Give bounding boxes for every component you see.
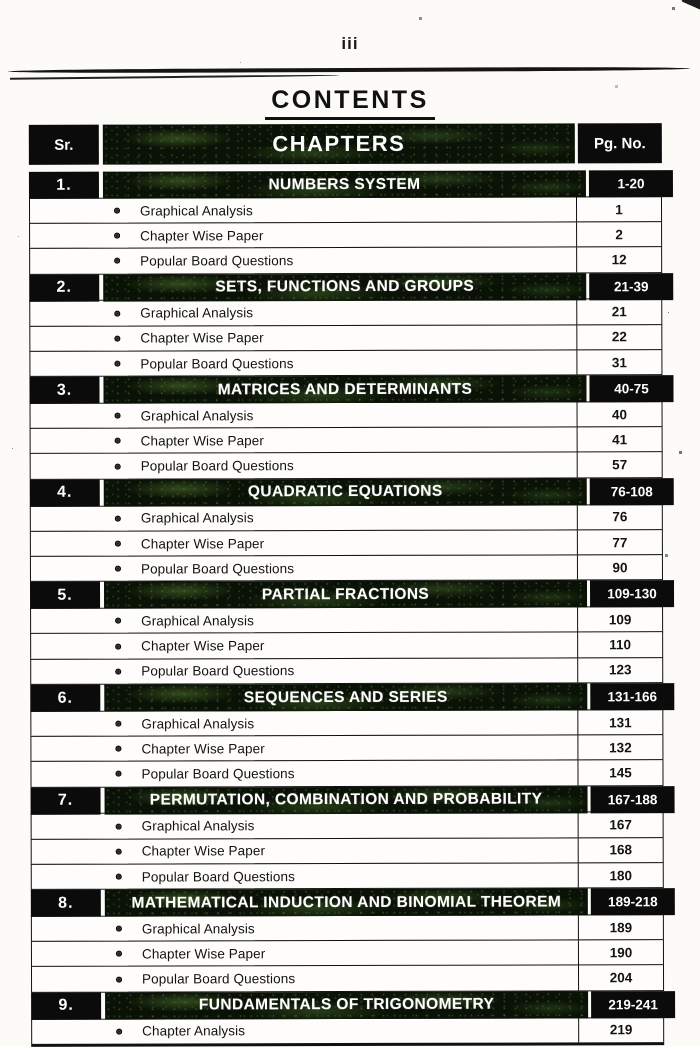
chapter-title-row [29,375,662,404]
bullet-icon [116,951,122,957]
subtopic-label: Chapter Wise Paper [141,740,265,757]
subtopic-label: Popular Board Questions [141,868,295,885]
chapter-title-row [31,991,664,1020]
chapter-page-range: 40-75 [589,375,673,402]
subtopic-row [30,529,663,557]
subtopic-label: Graphical Analysis [141,818,255,834]
subtopic-label-zone [31,715,577,731]
column-header-chapters: CHAPTERS [103,123,575,164]
subtopic-page-number: 76 [577,505,662,530]
page-folio: iii [341,34,359,53]
chapter-serial: 8. [31,890,101,917]
subtopic-row [30,657,663,685]
chapter-page-range: 1-20 [589,170,673,197]
chapter-serial: 3. [29,377,99,404]
header-rule-secondary [10,74,340,79]
subtopic-page-number: 57 [577,453,662,478]
subtopic-page-number: 41 [577,427,662,452]
subtopic-row [30,452,663,480]
chapter-title: FUNDAMENTALS OF TRIGONOMETRY [105,991,588,1019]
chapter-serial: 9. [31,993,101,1020]
subtopic-label: Graphical Analysis [141,715,255,732]
chapter-block [30,683,663,787]
bullet-icon [115,541,121,547]
scan-noise-specks [0,0,1,1]
chapter-title: MATHEMATICAL INDUCTION AND BINOMIAL THEOREM [105,889,588,917]
subtopic-row [30,759,663,787]
subtopic-page-number: 145 [577,760,662,785]
chapter-title: PARTIAL FRACTIONS [104,581,587,609]
bullet-icon [116,1028,122,1034]
subtopic-page-number: 40 [577,402,662,427]
contents-heading [0,86,700,120]
subtopic-page-number: 189 [578,915,663,940]
subtopic-page-number: 190 [578,940,663,965]
chapter-page-range: 21-39 [589,273,673,300]
subtopic-label-zone [32,818,578,834]
subtopic-row [29,246,662,274]
bullet-icon [114,310,120,316]
subtopic-row [30,401,663,429]
bullet-icon [115,721,121,727]
subtopic-label: Chapter Wise Paper [140,227,264,244]
subtopic-label: Popular Board Questions [140,560,295,577]
bullet-icon [116,874,122,880]
chapter-title: NUMBERS SYSTEM [103,170,586,198]
chapter-title-row [30,683,663,712]
subtopic-label: Popular Board Questions [140,253,294,269]
subtopic-page-number: 90 [577,555,662,580]
subtopic-row [30,734,663,762]
chapter-block [29,170,662,274]
subtopic-row [29,196,662,224]
bullet-icon [114,208,120,214]
subtopic-label-zone [31,560,577,576]
subtopic-page-number: 21 [576,300,661,325]
subtopic-label: Popular Board Questions [140,355,294,372]
subtopic-label-zone [30,305,576,321]
subtopic-row [31,1017,664,1047]
subtopic-page-number: 168 [578,838,663,863]
subtopic-label: Chapter Wise Paper [140,330,264,346]
subtopic-row [31,837,664,865]
chapter-serial: 4. [30,479,100,506]
chapter-title: SEQUENCES AND SERIES [104,683,587,711]
subtopic-row [30,632,663,660]
chapter-block [29,375,662,479]
subtopic-row [31,812,664,840]
chapter-page-range: 76-108 [590,478,674,505]
subtopic-page-number: 1 [576,197,661,222]
subtopic-label: Graphical Analysis [140,510,254,526]
subtopic-label-zone [30,227,576,243]
subtopic-label-zone [32,920,578,936]
subtopic-page-number: 123 [577,658,662,683]
subtopic-label-zone [31,638,577,654]
contents-table [29,123,664,1047]
subtopic-label-zone [31,407,577,423]
subtopic-label: Graphical Analysis [140,407,254,424]
chapter-page-range: 189-218 [591,888,675,915]
chapter-block [29,273,662,377]
subtopic-label: Graphical Analysis [141,921,255,937]
subtopic-row [29,349,662,377]
bullet-icon [115,771,121,777]
chapter-block [31,786,664,890]
subtopic-label-zone [31,765,577,781]
subtopic-row [30,606,663,634]
bullet-icon [116,976,122,982]
table-header-row [29,123,662,165]
bullet-icon [115,515,121,521]
column-header-sr: Sr. [29,125,99,165]
subtopic-label: Graphical Analysis [141,613,254,629]
subtopic-page-number: 180 [578,863,663,888]
subtopic-page-number: 22 [576,325,661,350]
bullet-icon [116,848,122,854]
subtopic-label: Chapter Wise Paper [141,843,266,859]
subtopic-row [29,324,662,352]
bullet-icon [114,258,120,264]
chapter-block [30,581,663,685]
bullet-icon [115,463,121,469]
chapter-page-range: 167-188 [591,786,675,813]
subtopic-label: Popular Board Questions [142,971,296,987]
subtopic-label-zone [31,535,577,551]
scan-corner-mark [681,0,700,10]
chapter-serial: 1. [29,172,99,199]
chapter-serial: 2. [29,274,99,301]
bullet-icon [115,643,121,649]
chapter-title-row [30,478,663,507]
contents-heading-text: CONTENTS [265,86,435,120]
subtopic-label: Graphical Analysis [139,202,253,219]
subtopic-label-zone [31,663,577,679]
chapter-title: QUADRATIC EQUATIONS [104,478,587,506]
subtopic-label: Popular Board Questions [141,766,295,782]
subtopic-page-number: 167 [578,813,663,838]
subtopic-label: Chapter Wise Paper [141,638,265,654]
subtopic-row [30,709,663,737]
subtopic-label-zone [31,612,577,628]
subtopic-row [30,426,663,454]
subtopic-row [31,965,664,993]
bullet-icon [115,566,121,572]
bullet-icon [115,438,121,444]
subtopic-page-number: 110 [577,633,662,658]
subtopic-label-zone [32,843,578,859]
subtopic-label-zone [30,252,576,268]
subtopic-page-number: 12 [576,247,661,272]
bullet-icon [114,361,120,367]
subtopic-label-zone [32,945,578,961]
subtopic-page-number: 109 [577,607,662,632]
subtopic-label-zone [30,355,576,371]
chapter-title-row [30,581,663,610]
subtopic-row [31,939,664,967]
chapter-serial: 7. [31,787,101,814]
subtopic-row [31,914,664,942]
subtopic-label: Chapter Analysis [142,1023,246,1039]
bullet-icon [115,413,121,419]
chapter-serial: 6. [30,685,100,712]
chapter-title-row [31,888,664,917]
subtopic-page-number: 31 [576,350,661,375]
header-rule [8,67,690,74]
subtopic-row [31,862,664,890]
subtopic-page-number: 132 [577,735,662,760]
chapter-page-range: 109-130 [590,581,674,608]
subtopic-page-number: 131 [577,710,662,735]
chapter-title: MATRICES AND DETERMINANTS [103,376,586,404]
subtopic-label: Graphical Analysis [140,305,254,321]
chapter-block [30,478,663,582]
bullet-icon [116,926,122,932]
subtopic-page-number: 2 [576,222,661,247]
bullet-icon [115,618,121,624]
chapter-title: PERMUTATION, COMBINATION AND PROBABILITY [105,786,588,814]
bullet-icon [114,335,120,341]
chapter-page-range: 131-166 [590,683,674,710]
subtopic-row [29,221,662,249]
bullet-icon [115,746,121,752]
chapter-page-range: 219-241 [591,991,675,1018]
subtopic-label: Chapter Wise Paper [141,946,266,962]
subtopic-label: Chapter Wise Paper [140,433,265,449]
chapter-title-row [31,786,664,815]
subtopic-row [30,504,663,532]
column-header-pgno: Pg. No. [578,123,662,163]
subtopic-row [30,554,663,582]
subtopic-label-zone [31,432,577,448]
subtopic-label: Popular Board Questions [141,663,295,679]
subtopic-label-zone [32,1023,578,1039]
subtopic-page-number: 204 [578,966,663,991]
bullet-icon [115,668,121,674]
subtopic-page-number: 77 [577,530,662,555]
subtopic-label: Chapter Wise Paper [140,535,265,552]
bullet-icon [116,823,122,829]
subtopic-label-zone [32,868,578,884]
subtopic-label-zone [30,202,576,218]
subtopic-label-zone [30,330,576,346]
subtopic-label-zone [31,740,577,756]
chapter-title-row [29,273,662,302]
subtopic-label: Popular Board Questions [140,458,294,474]
subtopic-page-number: 219 [578,1018,663,1043]
chapter-title-row [29,170,662,199]
subtopic-label-zone [31,510,577,526]
chapter-serial: 5. [30,582,100,609]
subtopic-label-zone [31,458,577,474]
bullet-icon [114,233,120,239]
chapter-block [31,888,664,992]
chapter-title: SETS, FUNCTIONS AND GROUPS [103,273,586,301]
subtopic-row [29,299,662,327]
chapter-block [31,991,664,1047]
subtopic-label-zone [32,971,578,987]
